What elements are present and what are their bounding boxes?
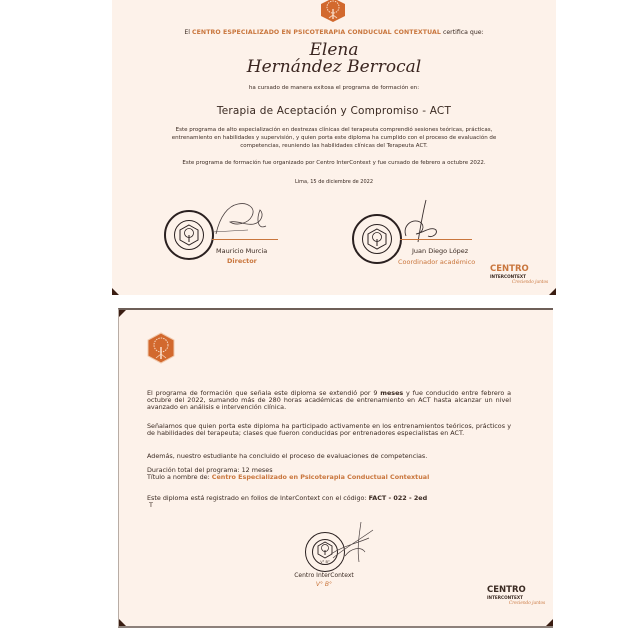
corner-ornament	[119, 619, 126, 626]
tree-seal-icon	[179, 224, 199, 246]
registry-label: Este diploma está registrado en folios de InterContext con el código:	[147, 494, 369, 502]
back-paragraph-1	[147, 390, 511, 412]
seal-approval: V° B°	[315, 581, 333, 588]
brand-line1: CENTRO	[490, 264, 529, 274]
brand-line2: INTERCONTEXT	[490, 274, 526, 279]
director-seal	[164, 210, 214, 260]
organized-text: Este programa de formación fue organizado por Centro InterContext y fue cursado de febrero a octubre 2022.	[182, 160, 486, 166]
paragraph1-part-b: y fue conducido entre febrero a octubre del 2022, sumando más de 280 horas académicas de entrenamiento en ACT hasta alcanzar un nivel avanzado en análisis e intervención clínica.	[147, 389, 511, 412]
director-role: Director	[227, 257, 257, 265]
tree-logo-icon	[320, 0, 346, 22]
program-title: Terapia de Aceptación y Compromiso - ACT	[216, 105, 452, 117]
place-date: Lima, 15 de diciembre de 2022	[294, 179, 374, 185]
title-line	[147, 474, 511, 481]
signature-line	[212, 239, 278, 240]
certificate-front	[112, 0, 556, 295]
coordinator-role: Coordinador académico	[398, 258, 476, 266]
director-signature	[208, 196, 274, 242]
recipient-last-name: Hernández Berrocal	[246, 57, 422, 77]
signature-line	[400, 239, 472, 240]
title-label: Título a nombre de:	[147, 473, 212, 481]
tree-logo-icon	[147, 332, 175, 364]
certificate-back	[118, 308, 553, 628]
program-description: Este programa de alto especialización en destrezas clínicas del terapeuta comprendió sesiones teóricas, prácticas, entrenamiento en habilidades y supervisión, y quien porta este diploma ha cumplido con el proceso de evaluación de competencias, reuniendo las habilidades clínicas del Terapeuta ACT.	[171, 127, 497, 149]
registry-code: FACT - 022 - 2ed	[368, 494, 428, 502]
corner-ornament	[549, 288, 556, 295]
brand-logo	[490, 265, 548, 284]
certification-intro	[112, 29, 556, 36]
corner-ornament	[546, 619, 553, 626]
back-paragraph-3: Además, nuestro estudiante ha concluido el proceso de evaluaciones de competencias.	[147, 452, 428, 460]
intro-suffix: certifica que:	[442, 29, 484, 36]
brand-tagline: Creciendo juntos	[512, 279, 549, 284]
brand-logo	[487, 586, 545, 605]
completed-text: ha cursado de manera exitosa el programa de formación en:	[248, 85, 420, 91]
paragraph1-bold: meses	[380, 389, 404, 397]
coordinator-signature	[392, 196, 452, 248]
director-name: Mauricio Murcia	[216, 247, 268, 255]
seal-inner-text: V° B°	[320, 560, 330, 564]
brand-tagline: Creciendo juntos	[509, 600, 546, 605]
corner-ornament	[119, 310, 126, 317]
seal-name: Centro InterContext	[294, 572, 354, 579]
title-value: Centro Especializado en Psicoterapia Conductual Contextual	[211, 473, 430, 481]
approval-signature	[325, 518, 379, 568]
corner-ornament	[112, 288, 119, 295]
paragraph1-part-a: El programa de formación que señala este diploma se extendió por 9	[147, 389, 381, 397]
brand-line2: INTERCONTEXT	[487, 595, 523, 600]
recipient-first-name: Elena	[309, 40, 359, 60]
back-paragraph-2: Señalamos que quien porta este diploma ha participado activamente en los entrenamientos teóricos, prácticos y de habilidades del terapeuta; clases que fueron conducidas por entrenadores especialistas en ACT.	[147, 422, 511, 438]
institution-name: CENTRO ESPECIALIZADO EN PSICOTERAPIA CONDUCUAL CONTEXTUAL	[191, 29, 441, 36]
tree-seal-icon	[367, 228, 387, 250]
duration-label: Duración total del programa: 12 meses	[147, 466, 273, 474]
coordinator-name: Juan Diego López	[412, 247, 469, 255]
registry-mark: T	[149, 501, 153, 509]
intro-prefix: El	[184, 29, 190, 36]
brand-line1: CENTRO	[487, 585, 526, 595]
